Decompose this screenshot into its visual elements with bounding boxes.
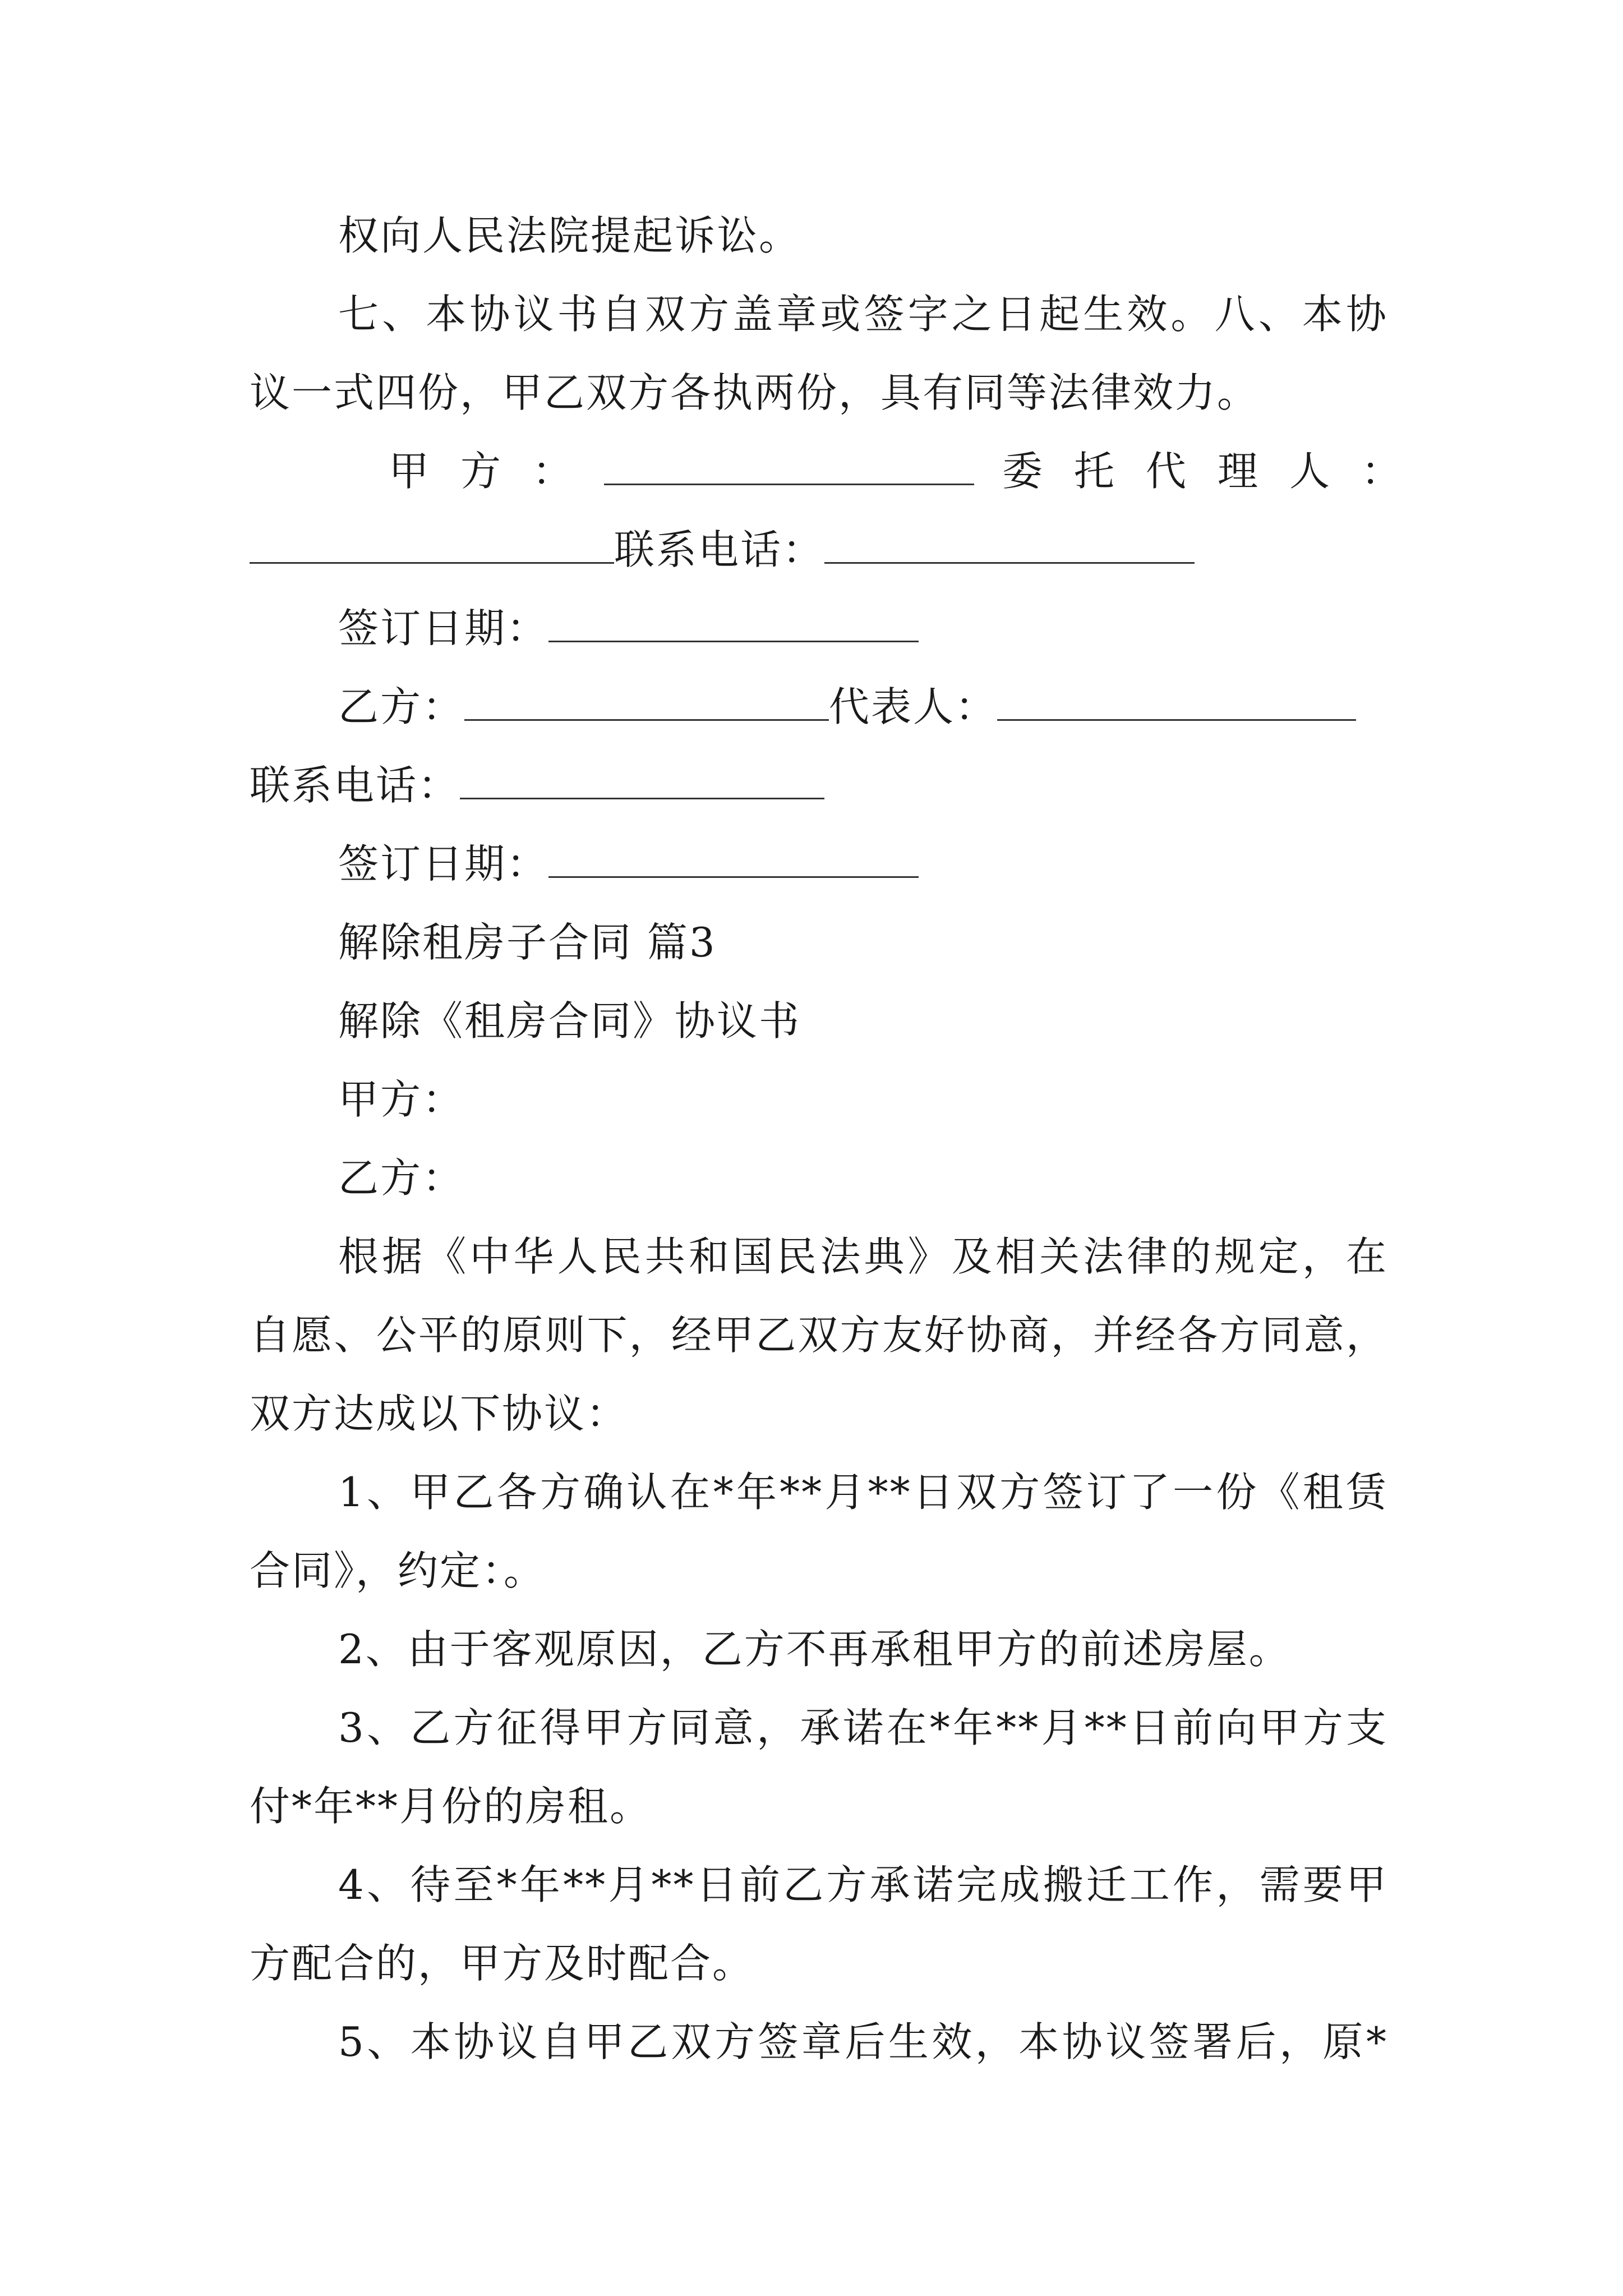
representative-blank[interactable] [997,682,1356,721]
phone-label-2: 联系电话： [250,762,460,809]
party-a-signature-row [250,443,1433,499]
representative-label: 代表人： [829,683,998,730]
section-title: 解除租房子合同 篇3 [338,919,717,966]
paragraph-line: 根据《中华人民共和国民法典》及相关法律的规定，在 [338,1233,1388,1280]
phone-blank-2[interactable] [460,761,824,799]
phone-blank-1[interactable] [824,525,1195,564]
sign-date-row-2 [250,836,1388,892]
phone-row-2 [250,757,1388,813]
agent-blank[interactable] [250,525,614,564]
item-1-line: 合同》，约定：。 [250,1547,546,1594]
sign-date-label-2: 签订日期： [338,840,549,887]
party-b-blank[interactable] [464,682,829,721]
sign-date-row-1 [250,600,1388,656]
party-a-blank[interactable] [604,447,974,485]
item-3-line: 付*年**月份的房租。 [250,1783,652,1830]
clause-eight-line: 议一式四份，甲乙双方各执两份，具有同等法律效力。 [250,369,1260,416]
item-4-line: 4、待至*年**月**日前乙方承诺完成搬迁工作，需要甲 [338,1861,1388,1908]
item-1-line: 1、甲乙各方确认在*年**月**日双方签订了一份《租赁 [338,1469,1388,1516]
paragraph-line: 自愿、公平的原则下，经甲乙双方友好协商，并经各方同意， [250,1312,1388,1359]
sign-date-label-1: 签订日期： [338,605,549,652]
item-5-line: 5、本协议自甲乙双方签章后生效，本协议签署后，原* [338,2018,1388,2065]
sign-date-blank-2[interactable] [548,839,919,878]
clause-seven-line: 七、本协议书自双方盖章或签字之日起生效。八、本协 [338,291,1388,338]
document-title: 解除《租房合同》协议书 [338,997,801,1045]
phone-label-1: 联系电话： [614,526,825,573]
sign-date-blank-1[interactable] [548,604,919,642]
party-b-line: 乙方： [338,1154,465,1202]
item-2-line: 2、由于客观原因，乙方不再承租甲方的前述房屋。 [338,1626,1291,1673]
item-4-line: 方配合的，甲方及时配合。 [250,1940,755,1987]
item-3-line: 3、乙方征得甲方同意，承诺在*年**月**日前向甲方支 [338,1704,1388,1751]
party-a-line: 甲方： [338,1076,465,1123]
party-a-label: 甲方： [389,448,605,495]
phone-row-1 [250,522,1388,578]
agent-label: 委托代理人： [1002,448,1433,495]
party-b-label: 乙方： [338,683,465,730]
text-line: 权向人民法院提起诉讼。 [338,212,801,259]
paragraph-line: 双方达成以下协议： [250,1390,629,1437]
party-b-row [250,679,1388,735]
